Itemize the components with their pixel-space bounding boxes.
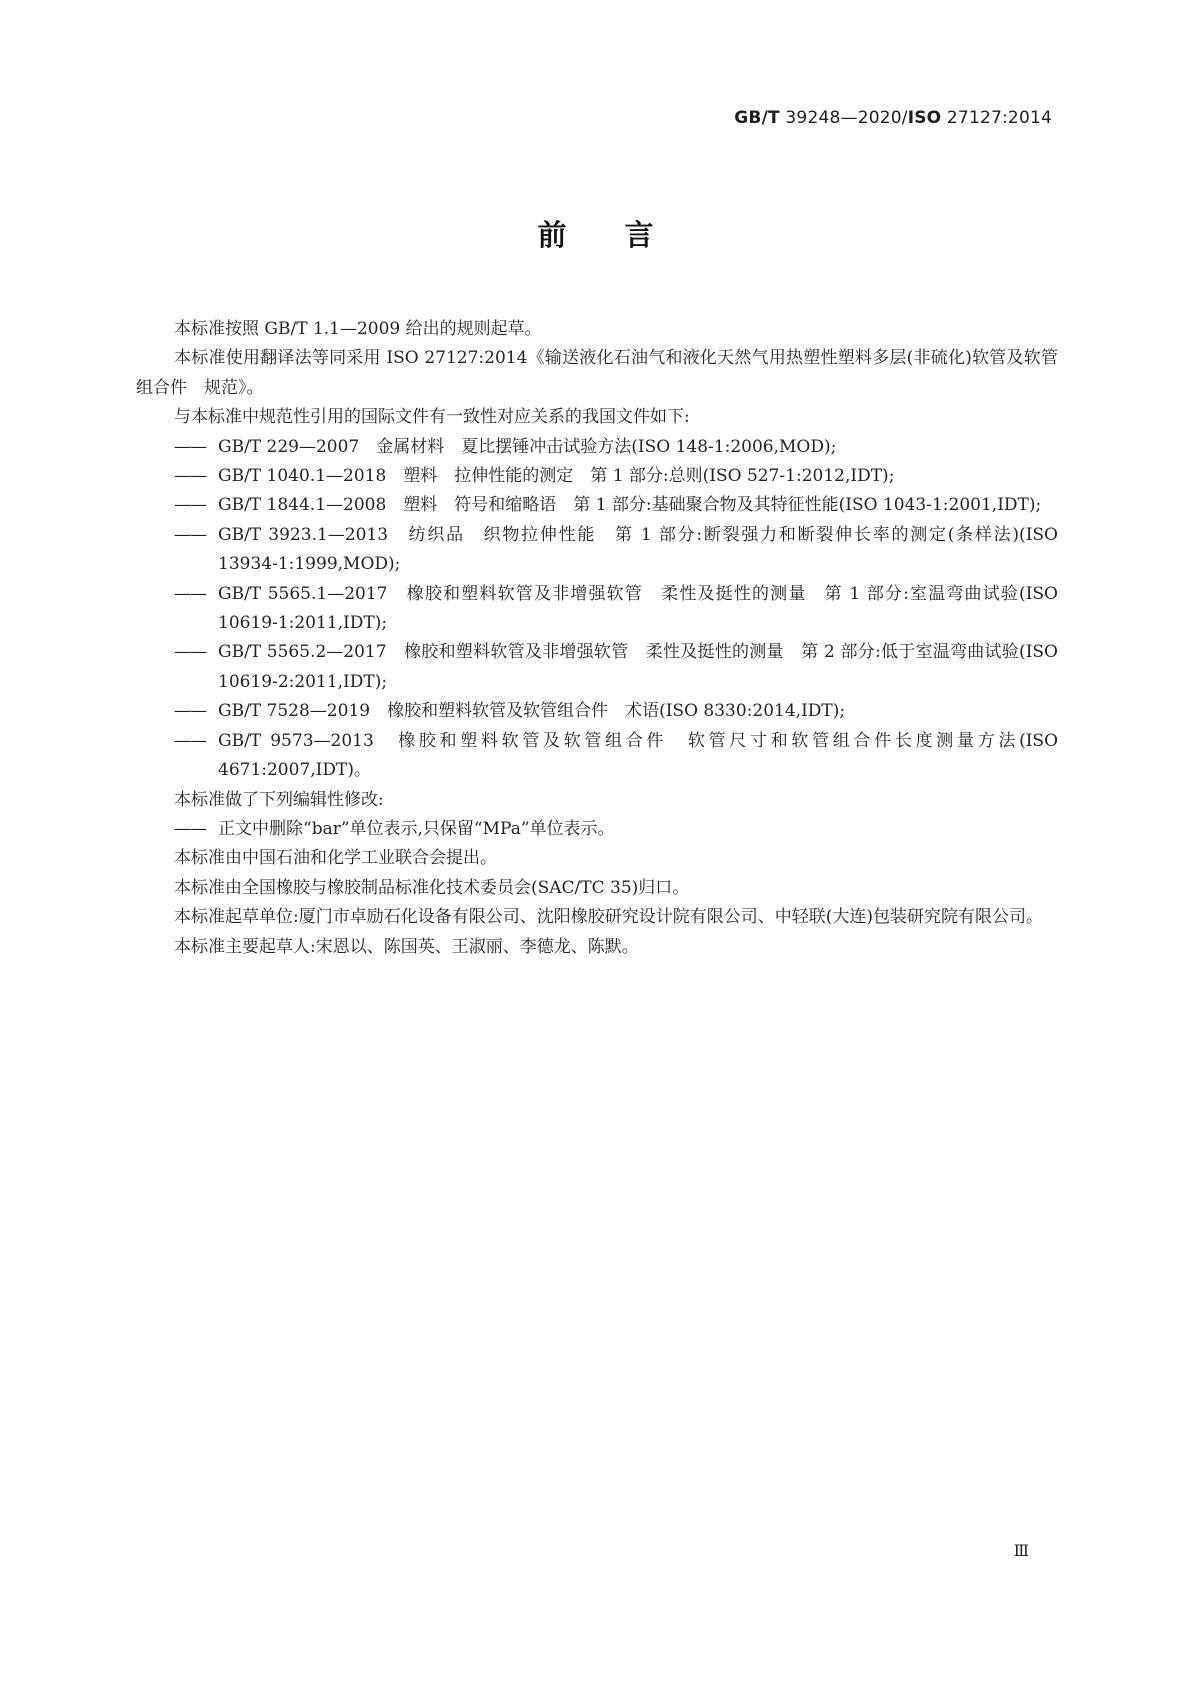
modification-text: 正文中删除“bar”单位表示,只保留“MPa”单位表示。 bbox=[218, 818, 615, 839]
dash-marker: —— bbox=[174, 524, 206, 545]
dash-marker: —— bbox=[174, 642, 206, 663]
reference-text: GB/T 7528—2019 橡胶和塑料软管及软管组合件 术语(ISO 8330:2014,IDT); bbox=[218, 701, 846, 722]
dash-marker: —— bbox=[174, 466, 206, 487]
reference-text: GB/T 229—2007 金属材料 夏比摆锤冲击试验方法(ISO 148-1:2006,MOD); bbox=[218, 436, 837, 457]
paragraph-references-intro: 与本标准中规范性引用的国际文件有一致性对应关系的我国文件如下: bbox=[174, 407, 690, 428]
reference-item bbox=[136, 462, 1058, 491]
standard-code-gbt: GB/T bbox=[734, 108, 780, 128]
reference-item bbox=[136, 433, 1058, 462]
paragraph-proposer: 本标准由中国石油和化学工业联合会提出。 bbox=[174, 848, 497, 869]
standard-code-iso-number: 27127:2014 bbox=[941, 108, 1052, 128]
dash-marker: —— bbox=[174, 701, 206, 722]
dash-marker: —— bbox=[174, 818, 206, 839]
reference-item bbox=[136, 697, 1058, 726]
standard-code-number: 39248—2020/ bbox=[779, 108, 908, 128]
reference-text: GB/T 1844.1—2008 塑料 符号和缩略语 第 1 部分:基础聚合物及其特征性能(ISO 1043-1:2001,IDT); bbox=[218, 495, 1042, 516]
dash-marker: —— bbox=[174, 436, 206, 457]
modification-item bbox=[136, 815, 1058, 844]
standard-code-header bbox=[734, 108, 1052, 128]
reference-text: GB/T 5565.2—2017 橡胶和塑料软管及非增强软管 柔性及挺性的测量 第 2 部分:低于室温弯曲试验(ISO 10619-2:2011,IDT); bbox=[218, 642, 1058, 692]
dash-marker: —— bbox=[174, 495, 206, 516]
paragraph-adoption: 本标准使用翻译法等同采用 ISO 27127:2014《输送液化石油气和液化天然气用热塑性塑料多层(非硫化)软管及软管组合件 规范》。 bbox=[136, 348, 1058, 398]
paragraph-drafting-units: 本标准起草单位:厦门市卓励石化设备有限公司、沈阳橡胶研究设计院有限公司、中轻联(大连)包装研究院有限公司。 bbox=[174, 907, 1043, 928]
reference-item bbox=[136, 727, 1058, 786]
dash-marker: —— bbox=[174, 583, 206, 604]
standard-code-iso: ISO bbox=[907, 108, 942, 128]
reference-text: GB/T 5565.1—2017 橡胶和塑料软管及非增强软管 柔性及挺性的测量 第 1 部分:室温弯曲试验(ISO 10619-1:2011,IDT); bbox=[218, 583, 1058, 634]
reference-text: GB/T 9573—2013 橡胶和塑料软管及软管组合件 软管尺寸和软管组合件长度测量方法(ISO 4671:2007,IDT)。 bbox=[218, 730, 1058, 781]
paragraph-drafting-rules: 本标准按照 GB/T 1.1—2009 给出的规则起草。 bbox=[174, 319, 542, 339]
foreword-body bbox=[136, 315, 1058, 962]
page-title: 前言 bbox=[537, 218, 712, 252]
paragraph-drafters: 本标准主要起草人:宋恩以、陈国英、王淑丽、李德龙、陈默。 bbox=[174, 936, 639, 957]
page-number: Ⅲ bbox=[1013, 1541, 1029, 1560]
reference-text: GB/T 3923.1—2013 纺织品 织物拉伸性能 第 1 部分:断裂强力和断裂伸长率的测定(条样法)(ISO 13934-1:1999,MOD); bbox=[218, 524, 1058, 575]
dash-marker: —— bbox=[174, 730, 206, 751]
reference-item bbox=[136, 638, 1058, 697]
paragraph-technical-committee: 本标准由全国橡胶与橡胶制品标准化技术委员会(SAC/TC 35)归口。 bbox=[174, 877, 690, 898]
reference-text: GB/T 1040.1—2018 塑料 拉伸性能的测定 第 1 部分:总则(ISO 527-1:2012,IDT); bbox=[218, 466, 895, 487]
reference-item bbox=[136, 521, 1058, 580]
reference-item bbox=[136, 580, 1058, 639]
reference-item bbox=[136, 491, 1058, 520]
paragraph-modifications-intro: 本标准做了下列编辑性修改: bbox=[174, 789, 384, 810]
